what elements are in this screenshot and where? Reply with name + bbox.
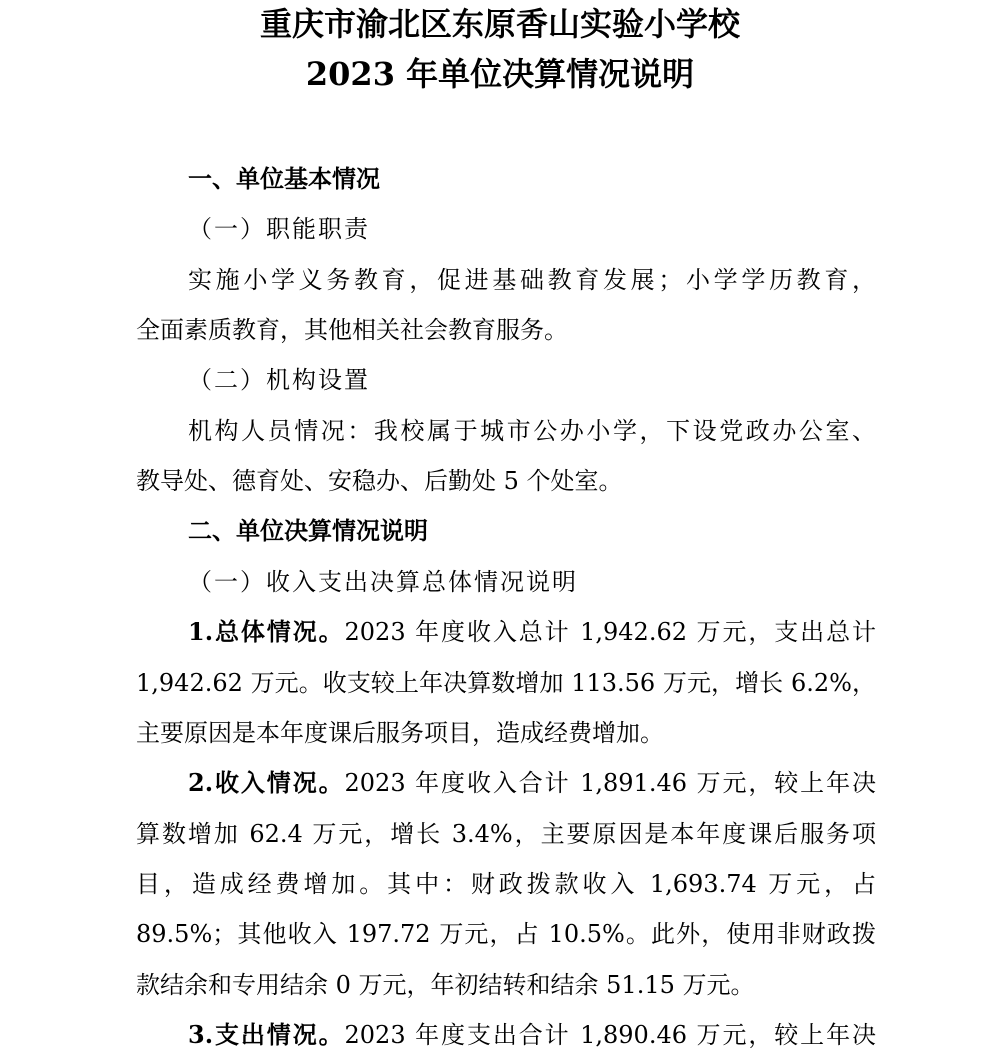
paragraph2-line3: 目，造成经费增加。其中：财政拨款收入 1,693.74 万元，占 (136, 870, 876, 898)
document-title-line2: 2023 年单位决算情况说明 (305, 55, 695, 93)
section1-sub1-heading: （一）职能职责 (188, 215, 370, 243)
paragraph2-line5: 款结余和专用结余 0 万元，年初结转和结余 51.15 万元。 (136, 971, 755, 999)
paragraph3-lead: 3.支出情况。 (188, 1020, 345, 1049)
paragraph1-lead: 1.总体情况。 (188, 617, 345, 646)
document-title-line1: 重庆市渝北区东原香山实验小学校 (259, 5, 740, 43)
section2-heading: 二、单位决算情况说明 (188, 516, 428, 545)
section1-sub1-text-line1: 实施小学义务教育，促进基础教育发展；小学学历教育， (188, 266, 876, 294)
paragraph2-line4: 89.5%；其他收入 197.72 万元，占 10.5%。此外，使用非财政拨 (136, 920, 876, 948)
section1-heading: 一、单位基本情况 (188, 164, 380, 193)
section1-sub2-text-line2: 教导处、德育处、安稳办、后勤处 5 个处室。 (136, 467, 623, 495)
section1-sub2-heading: （二）机构设置 (188, 366, 370, 394)
section1-sub1-text-line2: 全面素质教育，其他相关社会教育服务。 (136, 316, 568, 344)
paragraph3-line1-rest: 2023 年度支出合计 1,890.46 万元，较上年决 (344, 1021, 876, 1049)
paragraph1-line1-rest: 2023 年度收入总计 1,942.62 万元，支出总计 (344, 618, 876, 646)
paragraph1-line3: 主要原因是本年度课后服务项目，造成经费增加。 (136, 719, 664, 747)
paragraph2-line1-rest: 2023 年度收入合计 1,891.46 万元，较上年决 (344, 769, 876, 797)
paragraph2-lead: 2.收入情况。 (188, 768, 345, 797)
section1-sub2-text-line1: 机构人员情况：我校属于城市公办小学，下设党政办公室、 (188, 417, 876, 445)
paragraph2-line1 (188, 766, 876, 800)
paragraph1-line1 (188, 615, 876, 649)
paragraph1-line2: 1,942.62 万元。收支较上年决算数增加 113.56 万元，增长 6.2%， (136, 669, 876, 697)
section2-sub1-heading: （一）收入支出决算总体情况说明 (188, 568, 578, 596)
paragraph3-line1 (188, 1018, 876, 1052)
paragraph2-line2: 算数增加 62.4 万元，增长 3.4%，主要原因是本年度课后服务项 (136, 820, 876, 848)
